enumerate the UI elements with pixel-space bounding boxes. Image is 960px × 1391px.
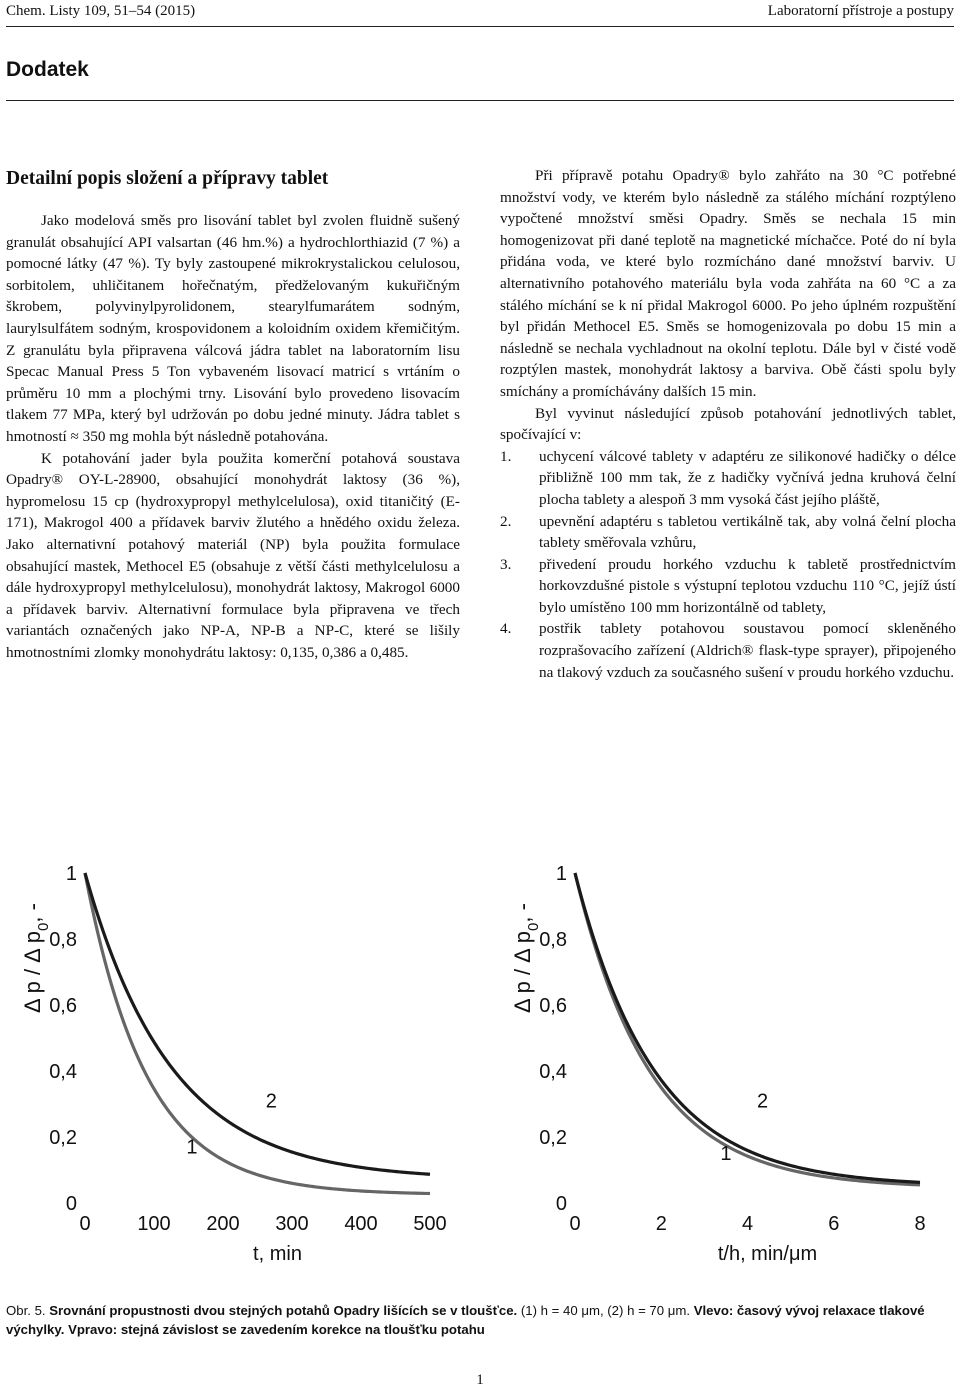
list-number: 4. <box>500 620 512 638</box>
series-line-1 <box>575 873 920 1185</box>
paragraph: Při přípravě potahu Opadry® bylo zahřáto na 30 °C potřebné množství vody, ve kterém bylo následně za stálého míchání rozptýleno vypočtené množství směsi Opadry. Směs se nechala 15 min homogenizovat při dané teplotě na magnetické míchačce. Poté do ní byla přidána voda, ve které bylo rozmícháno dané množství barviv. U alternativního potahového materiálu byla voda zahřáta na 60 °C a za stálého míchání se k ní přidal Makrogol 6000. Po jeho úplném rozpuštění byl přidán Methocel E5. Směs se homogenizovala po dobu 15 min a následně se nechala vychladnout na okolní teplotu. Dále byl v čisté vodě rozptýlen mastek, monohydrát laktosy a barviva. Obě části spolu byly smíchány a promíchávány dalších 15 min. <box>500 167 956 400</box>
procedure-list <box>500 446 956 684</box>
x-tick-label: 200 <box>206 1213 240 1235</box>
x-tick-label: 500 <box>413 1213 447 1235</box>
x-axis-label: t, min <box>253 1243 302 1265</box>
x-tick-label: 6 <box>828 1213 840 1235</box>
x-axis-label: t/h, min/μm <box>717 1243 818 1265</box>
y-tick-label: 0 <box>555 1193 567 1215</box>
paragraph: Jako modelová směs pro lisování tablet byl zvolen fluidně sušený granulát obsahující API valsartan (46 hm.%) a hydrochlorthiazid (7 %) a pomocné látky (47 %). Ty byly zastoupené mikrokrystalickou celulosou, sorbitolem, uhličitanem hořečnatým, předželovaným kukuřičným škrobem, polyvinylpyrolidonem, stearylfumarátem sodným, laurylsulfátem sodným, krospovidonem a koloidním oxidem křemičitým. Z granulátu byla připravena válcová jádra tablet na laboratorním lisu Specac Manual Press 5 Ton vybaveném lisovací matricí s vrtáním o průměru 10 mm a plochými trny. Lisování bylo provedeno lisovacím tlakem 77 MPa, který byl udržován po dobu jedné minuty. Jádra tablet s hmotností ≈ 350 mg mohla být následně potahována. <box>6 212 460 445</box>
section-label: Laboratorní přístroje a postupy <box>767 3 954 19</box>
journal-citation: Chem. Listy 109, 51–54 (2015) <box>6 3 196 19</box>
x-tick-label: 4 <box>741 1213 754 1235</box>
chart-thickness-corrected <box>490 850 960 1270</box>
caption-title: Srovnání propustnosti dvou stejných potahů Opadry lišících se v tloušťce. <box>49 1303 518 1318</box>
list-item <box>500 554 956 619</box>
caption-legend: (1) h = 40 μm, (2) h = 70 μm. <box>517 1303 694 1318</box>
list-text: postřik tablety potahovou soustavou pomocí skleněného rozprašovacího zařízení (Aldrich® flask-type sprayer), připojeného na tlakový vzduch za současného sušení v proudu horkého vzduchu. <box>539 620 956 681</box>
series-line-2 <box>85 873 430 1174</box>
list-text: upevnění adaptéru s tabletou vertikálně tak, aby volná čelní plocha tablety směřovala vzhůru, <box>539 512 956 552</box>
curve-label: 2 <box>265 1090 277 1113</box>
y-tick-label: 0,6 <box>539 995 567 1017</box>
right-column <box>500 165 956 683</box>
x-tick-label: 100 <box>137 1213 171 1235</box>
chart-time-relaxation <box>0 850 470 1270</box>
list-text: uchycení válcové tablety v adaptéru ze silikonové hadičky o délce přibližně 100 mm tak, že z hadičky vyčnívá jedna kruhová čelní plocha tablety a alespoň 3 mm vysoká část jejího pláště, <box>539 447 956 508</box>
y-axis-label: Δ p / Δ $p_0$, - <box>20 903 52 1013</box>
section-heading: Detailní popis složení a přípravy tablet <box>6 168 329 189</box>
paragraph: K potahování jader byla použita komerční potahová soustava Opadry® OY-L-28900, obsahující monohydrát laktosy (36 %), hypromelosu 15 cp (hydroxypropyl methylcelulosa), oxid titaničitý (E-171), Makrogol 400 a přídavek barviv žlutého a hnědého oxidu železa. Jako alternativní potahový materiál (NP) byla použita formulace obsahující mastek, Methocel E5 (obsahuje z větší části methylcelulosu a dále hydroxypropyl methylcelulosu), monohydrát laktosy, Makrogol 6000 a přídavek barviv. Alternativní formulace byla připravena ve třech variantách označených jako NP-A, NP-B a NP-C, které se lišily hmotnostními zlomky monohydrátu laktosy: 0,135, 0,386 a 0,485. <box>6 449 460 661</box>
appendix-title: Dodatek <box>6 58 89 81</box>
y-tick-label: 0,2 <box>49 1127 77 1149</box>
curve-label: 2 <box>757 1090 769 1113</box>
caption-prefix: Obr. 5. <box>6 1303 50 1318</box>
series-line-1 <box>85 873 430 1194</box>
title-rule <box>6 100 954 101</box>
page-number: 1 <box>476 1372 484 1388</box>
paragraph: Byl vyvinut následující způsob potahování jednotlivých tablet, spočívající v: <box>500 404 956 444</box>
y-tick-label: 0 <box>65 1193 77 1215</box>
x-tick-label: 0 <box>569 1213 581 1235</box>
y-tick-label: 0,4 <box>49 1061 77 1083</box>
curve-label: 1 <box>720 1143 732 1166</box>
y-tick-label: 0,8 <box>49 929 77 951</box>
x-tick-label: 8 <box>914 1213 926 1235</box>
y-tick-label: 1 <box>555 863 567 885</box>
y-axis-label: Δ p / Δ $p_0$, - <box>510 903 542 1013</box>
header-rule <box>6 26 954 27</box>
curve-label: 1 <box>186 1136 198 1159</box>
list-number: 3. <box>500 555 512 573</box>
list-number: 2. <box>500 512 512 530</box>
list-item <box>500 618 956 683</box>
left-column <box>6 210 460 663</box>
x-tick-label: 2 <box>655 1213 667 1235</box>
caption-description: Vlevo: časový vývoj relaxace tlakové výchylky. Vpravo: stejná závislost se zavedením korekce na tloušťku potahu <box>6 1303 925 1337</box>
y-tick-label: 0,8 <box>539 929 567 951</box>
x-tick-label: 400 <box>344 1213 378 1235</box>
x-tick-label: 0 <box>79 1213 91 1235</box>
list-text: přivedení proudu horkého vzduchu k tabletě prostřednictvím horkovzdušné pistole s výstupní teplotou vzduchu 110 °C, jejíž ústí bylo umístěno 100 mm horizontálně od tablety, <box>539 555 956 616</box>
y-tick-label: 1 <box>65 863 77 885</box>
y-tick-label: 0,4 <box>539 1061 567 1083</box>
list-item <box>500 446 956 511</box>
list-number: 1. <box>500 447 512 465</box>
figure-caption <box>6 1301 956 1339</box>
list-item <box>500 511 956 554</box>
x-tick-label: 300 <box>275 1213 309 1235</box>
y-tick-label: 0,2 <box>539 1127 567 1149</box>
y-tick-label: 0,6 <box>49 995 77 1017</box>
